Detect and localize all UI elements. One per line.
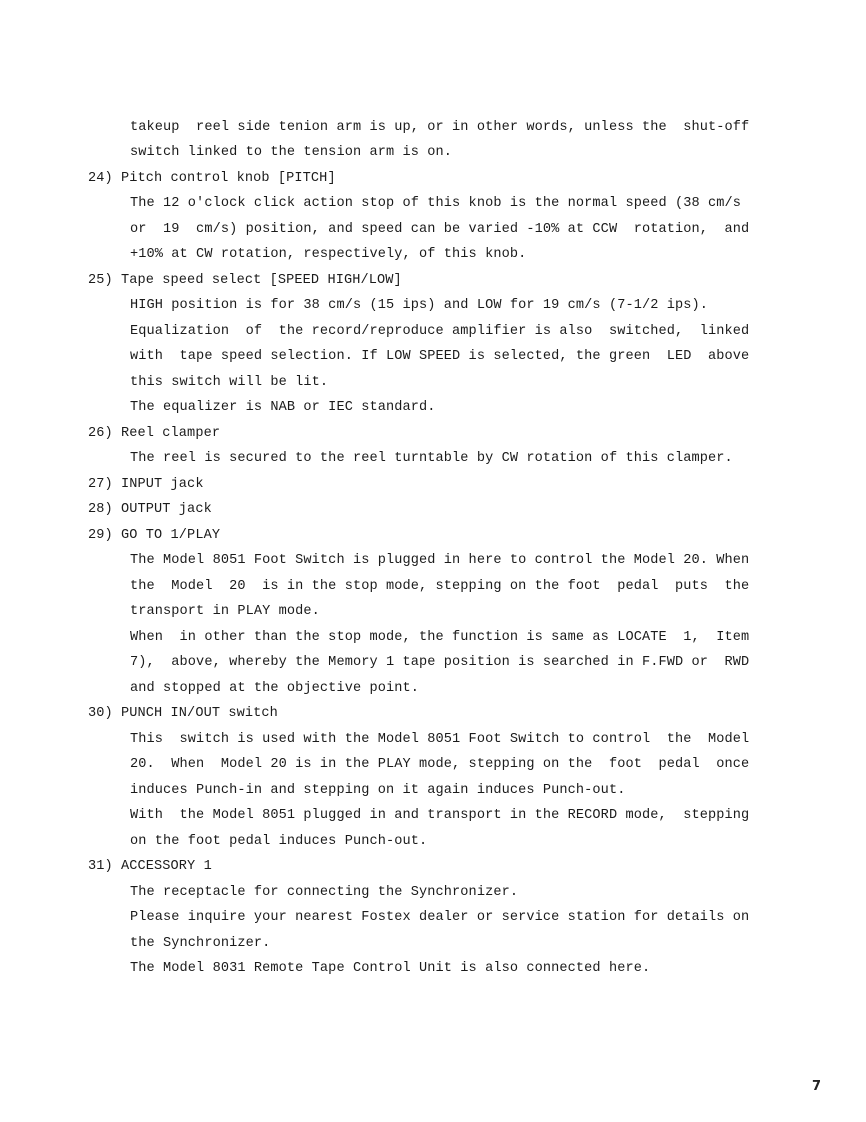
text-line: takeup reel side tenion arm is up, or in other words, unless the shut-off — [130, 120, 750, 135]
text-line: this switch will be lit. — [130, 375, 329, 390]
item-heading: Pitch control knob [PITCH] — [121, 171, 336, 186]
item-heading: INPUT jack — [121, 477, 204, 492]
text-line: When in other than the stop mode, the function is same as LOCATE 1, Item — [130, 630, 750, 645]
text-line: the Model 20 is in the stop mode, stepping on the foot pedal puts the — [130, 579, 750, 594]
item-number: 30) — [88, 706, 113, 721]
text-line: The 12 o'clock click action stop of this knob is the normal speed (38 cm/s — [130, 196, 742, 211]
item-heading: PUNCH IN/OUT switch — [121, 706, 278, 721]
item-heading: GO TO 1/PLAY — [121, 528, 221, 543]
text-line: The Model 8031 Remote Tape Control Unit is also connected here. — [130, 961, 651, 976]
item-number: 26) — [88, 426, 113, 441]
page-number: 7 — [812, 1079, 822, 1094]
text-line: switch linked to the tension arm is on. — [130, 145, 453, 160]
text-line: The reel is secured to the reel turntable by CW rotation of this clamper. — [130, 451, 733, 466]
item-number: 27) — [88, 477, 113, 492]
item-heading: ACCESSORY 1 — [121, 859, 212, 874]
item-number: 25) — [88, 273, 113, 288]
text-line: transport in PLAY mode. — [130, 604, 320, 619]
item-number: 24) — [88, 171, 113, 186]
text-line: with tape speed selection. If LOW SPEED is selected, the green LED above — [130, 349, 750, 364]
text-line: on the foot pedal induces Punch-out. — [130, 834, 428, 849]
text-line: the Synchronizer. — [130, 936, 271, 951]
text-line: Please inquire your nearest Fostex dealer or service station for details on — [130, 910, 750, 925]
item-heading: Reel clamper — [121, 426, 221, 441]
text-line: induces Punch-in and stepping on it again induces Punch-out. — [130, 783, 626, 798]
item-number: 29) — [88, 528, 113, 543]
text-line: 7), above, whereby the Memory 1 tape position is searched in F.FWD or RWD — [130, 655, 750, 670]
text-line: With the Model 8051 plugged in and transport in the RECORD mode, stepping — [130, 808, 750, 823]
text-line: This switch is used with the Model 8051 Foot Switch to control the Model — [130, 732, 750, 747]
text-line: and stopped at the objective point. — [130, 681, 420, 696]
text-line: The Model 8051 Foot Switch is plugged in here to control the Model 20. When — [130, 553, 750, 568]
item-heading: OUTPUT jack — [121, 502, 212, 517]
text-line: The equalizer is NAB or IEC standard. — [130, 400, 436, 415]
text-line: Equalization of the record/reproduce amplifier is also switched, linked — [130, 324, 750, 339]
text-line: or 19 cm/s) position, and speed can be varied -10% at CCW rotation, and — [130, 222, 750, 237]
text-line: +10% at CW rotation, respectively, of this knob. — [130, 247, 527, 262]
item-number: 31) — [88, 859, 113, 874]
text-line: HIGH position is for 38 cm/s (15 ips) and LOW for 19 cm/s (7-1/2 ips). — [130, 298, 709, 313]
text-line: The receptacle for connecting the Synchronizer. — [130, 885, 519, 900]
text-line: 20. When Model 20 is in the PLAY mode, stepping on the foot pedal once — [130, 757, 750, 772]
item-number: 28) — [88, 502, 113, 517]
item-heading: Tape speed select [SPEED HIGH/LOW] — [121, 273, 402, 288]
